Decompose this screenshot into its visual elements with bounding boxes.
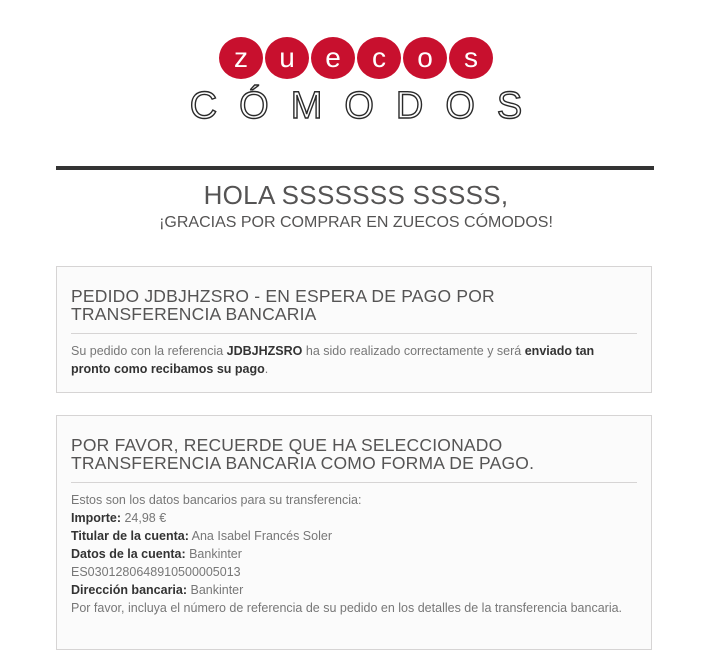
payment-intro: Estos son los datos bancarios para su transferencia: [71,493,362,507]
payment-amount-row [71,509,637,527]
order-title-line1: PEDIDO JDBJHZSRO - EN ESPERA DE PAGO POR [71,286,495,306]
logo-letter-circle [264,36,310,80]
greeting-title: HOLA SSSSSSS SSSSS, [203,180,509,210]
logo-letter-circle [402,36,448,80]
logo-letter-circle [310,36,356,80]
logo-letter: c [372,42,386,73]
logo-letter: s [464,42,478,73]
order-title-line2: TRANSFERENCIA BANCARIA [71,304,317,324]
shop-logo[interactable] [0,36,712,126]
holder-value: Ana Isabel Francés Soler [188,529,332,543]
account-label: Datos de la cuenta: [71,547,186,561]
payment-title-line2: TRANSFERENCIA BANCARIA COMO FORMA DE PAGO. [71,453,535,473]
order-status-text [71,334,637,378]
logo-letter: e [325,42,341,73]
order-status-title [71,267,637,334]
payment-bank-address-row [71,581,637,599]
order-text-prefix: Su pedido con la referencia [71,344,227,358]
payment-info-title [71,416,637,483]
bank-address-value: Bankinter [187,583,244,597]
logo-letter: z [234,42,248,73]
logo-letter-circle [218,36,264,80]
bank-address-label: Dirección bancaria: [71,583,188,597]
logo-letter-circle [356,36,402,80]
order-text-middle: ha sido realizado correctamente y será [302,344,525,358]
order-text-bold: enviado tan pronto como recibamos su pago [71,344,595,376]
logo-top-letters [0,36,712,80]
amount-value: 24,98 € [121,511,167,525]
holder-label: Titular de la cuenta: [71,529,189,543]
payment-holder-row [71,527,637,545]
payment-info-box [56,415,652,650]
logo-bottom-text: CÓMODOS [189,85,545,127]
payment-account-row [71,545,637,563]
logo-letter-circle [448,36,494,80]
payment-info-text [71,483,637,617]
account-value: Bankinter [185,547,242,561]
order-status-box [56,266,652,393]
payment-iban: ES0301280648910500005013 [71,565,241,579]
logo-letter: o [417,42,433,73]
payment-note: Por favor, incluya el número de referencia de su pedido en los detalles de la transferencia bancaria. [71,601,623,615]
greeting [0,180,712,234]
header-divider [56,166,654,170]
payment-title-line1: POR FAVOR, RECUERDE QUE HA SELECCIONADO [71,435,503,455]
order-text-suffix: . [264,362,269,376]
order-reference: JDBJHZSRO [226,344,303,358]
amount-label: Importe: [71,511,121,525]
logo-letter: u [279,42,295,73]
greeting-subtitle: ¡GRACIAS POR COMPRAR EN ZUECOS CÓMODOS! [159,214,553,231]
